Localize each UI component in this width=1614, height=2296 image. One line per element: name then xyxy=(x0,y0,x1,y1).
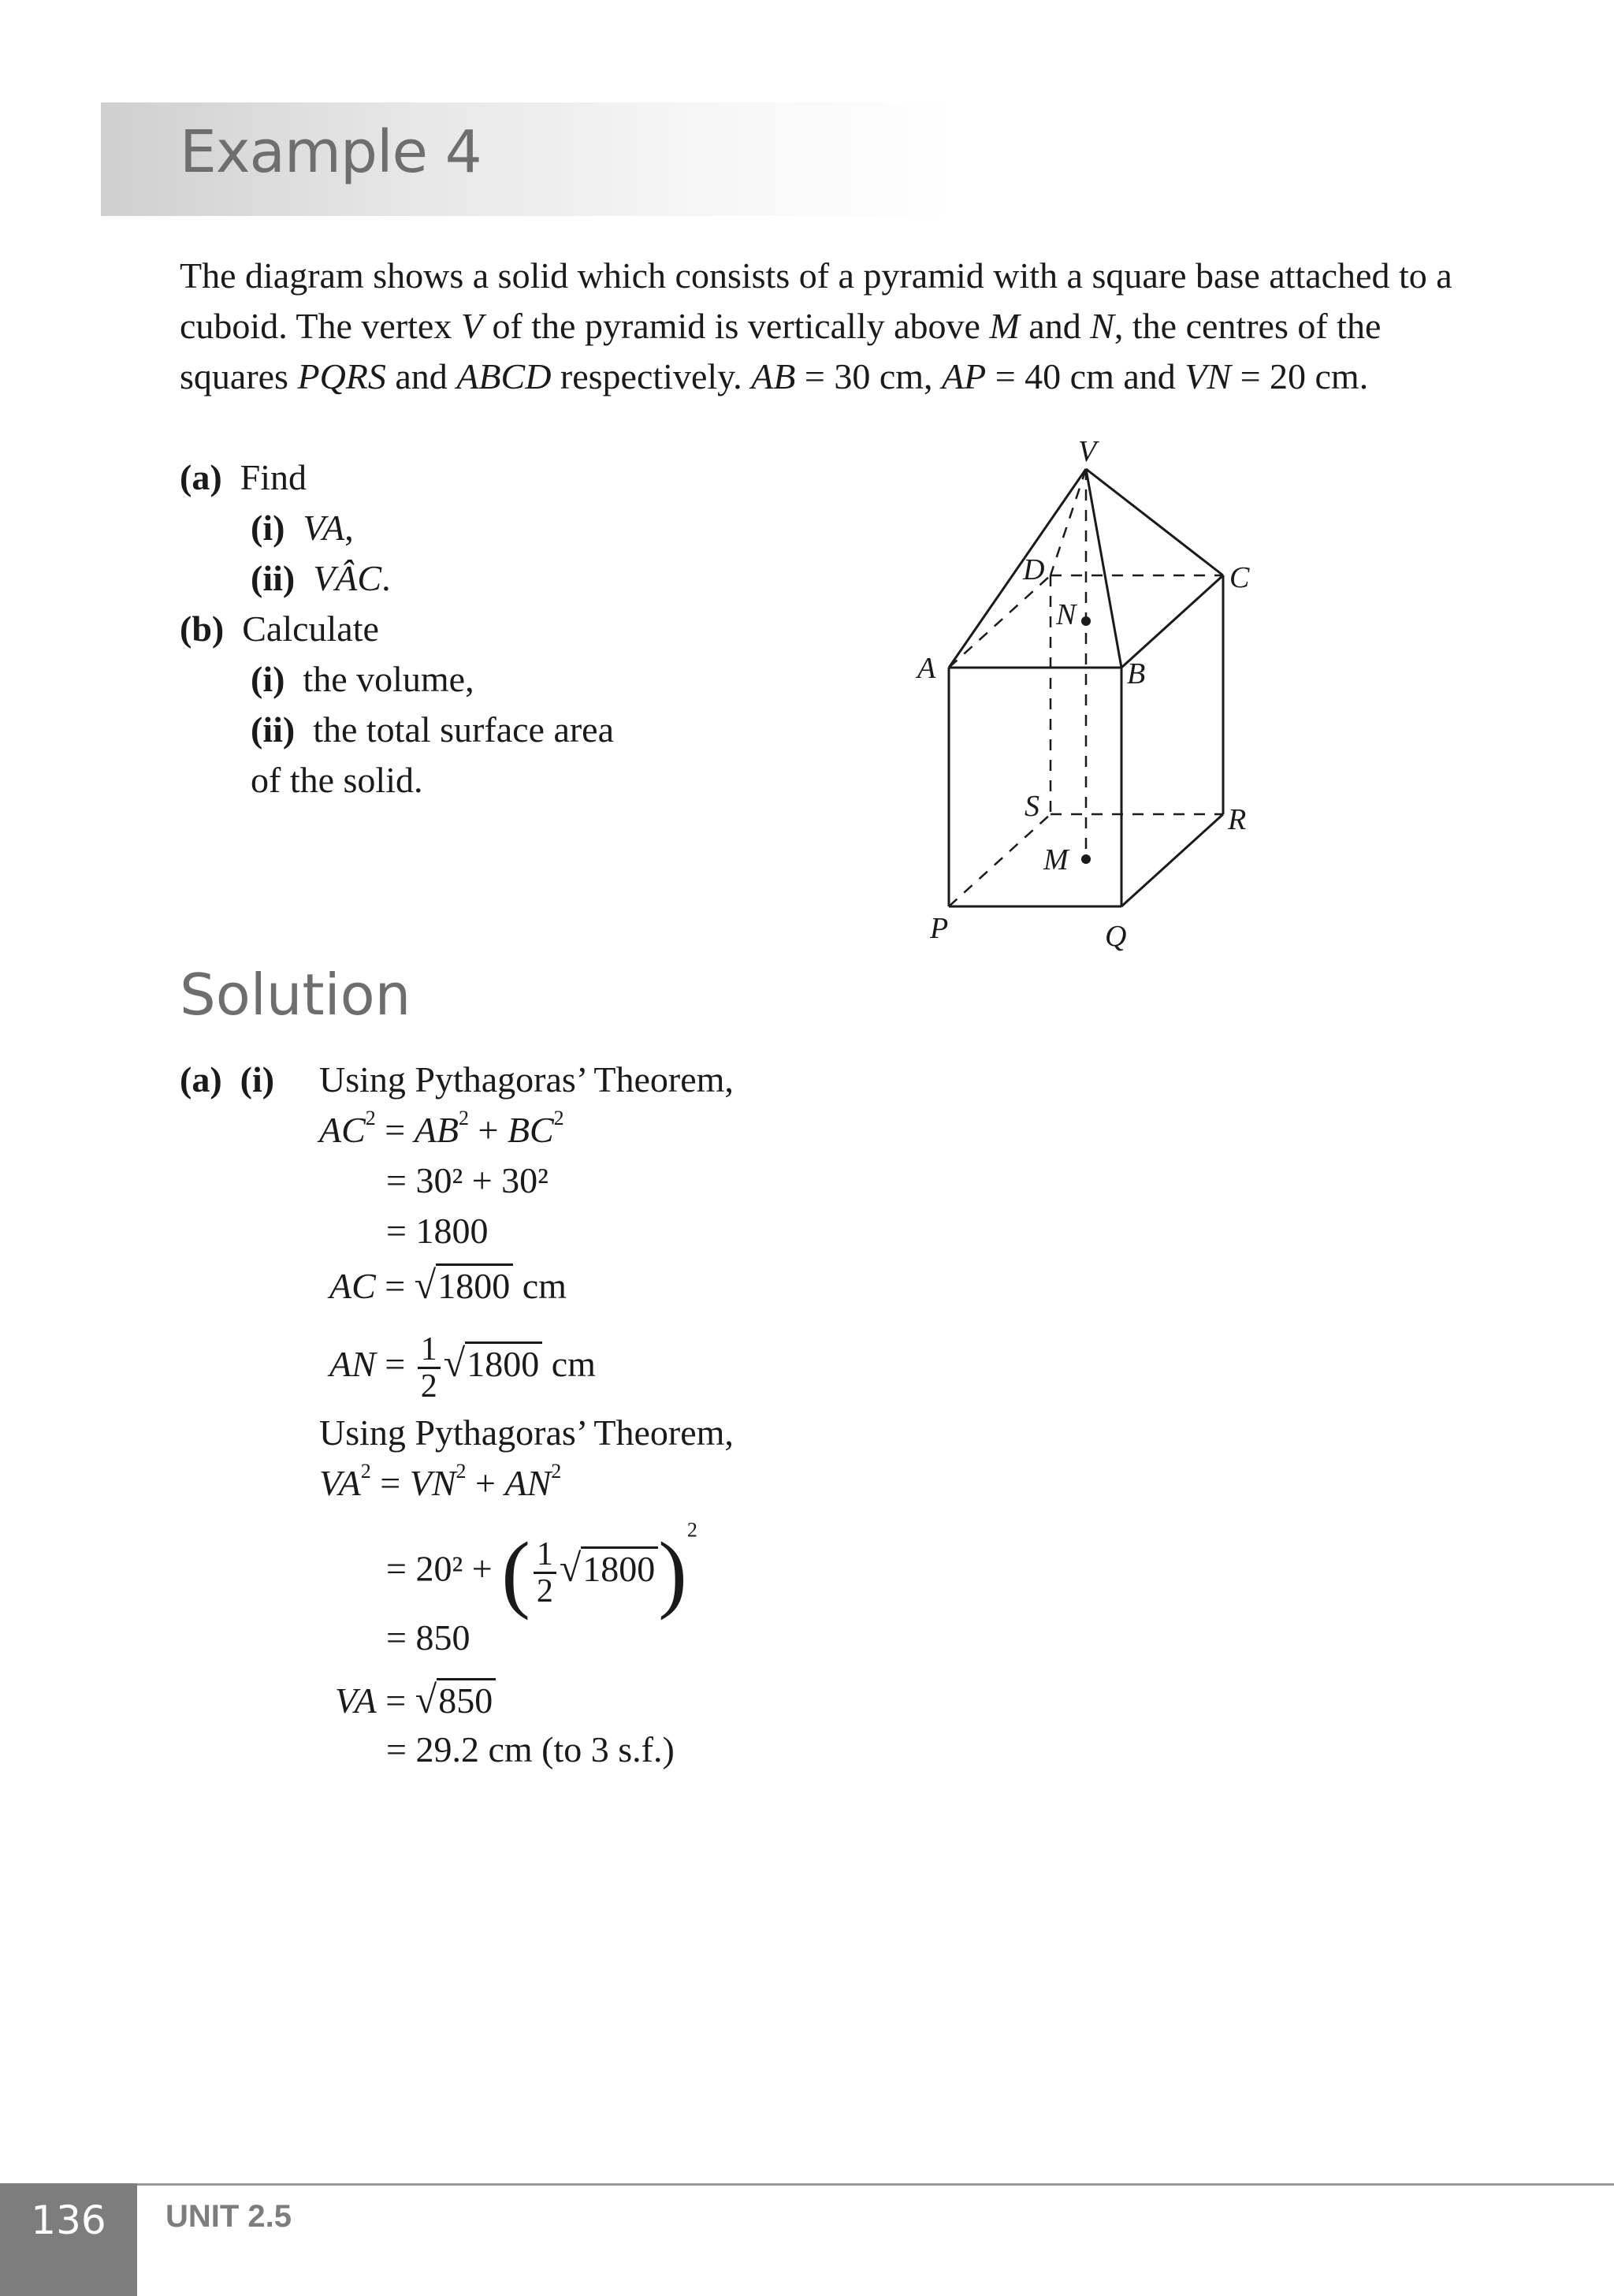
example-title: Example 4 xyxy=(180,118,482,186)
edge-AD xyxy=(949,575,1051,668)
label-S: S xyxy=(1025,790,1039,823)
question-a-i: (i) VA, xyxy=(251,508,354,548)
question-b-ii: (ii) the total surface area xyxy=(251,709,615,750)
eq-va-root: VA = √850 xyxy=(335,1676,496,1725)
eq-va-final: = 29.2 cm (to 3 s.f.) xyxy=(386,1729,675,1769)
fraction-half: $\frac{1}{2}$ xyxy=(418,1332,441,1404)
edge-PS xyxy=(949,814,1051,906)
point-M xyxy=(1081,854,1091,864)
edge-VD xyxy=(1051,469,1086,575)
eq-va-step2: = 850 xyxy=(386,1617,470,1658)
label-C: C xyxy=(1229,561,1250,594)
pythagoras-statement-1: Using Pythagoras’ Theorem, xyxy=(319,1059,734,1100)
label-N: N xyxy=(1056,598,1077,631)
eq-an-value: AN = $\frac{1}{2}$ √1800 cm xyxy=(329,1331,596,1405)
page-number: 136 xyxy=(0,2183,137,2296)
question-a-ii: (ii) VÂC. xyxy=(251,558,391,598)
footer-rule xyxy=(0,2183,1614,2186)
question-b-tail: of the solid. xyxy=(251,760,423,800)
label-R: R xyxy=(1228,803,1247,836)
label-Q: Q xyxy=(1105,920,1127,953)
eq-va-step1: = 20² + ( $\frac{1}{2}$ √1800)$^2$ xyxy=(386,1518,697,1621)
unit-label: UNIT 2.5 xyxy=(165,2199,292,2234)
eq-ac-value: AC = √1800 cm xyxy=(329,1263,567,1307)
edge-QR xyxy=(1121,814,1223,906)
label-B: B xyxy=(1127,657,1146,690)
edge-BC xyxy=(1121,575,1223,668)
edge-VC xyxy=(1086,469,1223,575)
eq-ac-squared: $AC^2 = AB^2 + BC^2$ xyxy=(319,1107,564,1150)
label-P: P xyxy=(930,912,949,945)
question-b-i: (i) the volume, xyxy=(251,659,474,699)
edge-VA xyxy=(949,469,1086,668)
question-a: (a) Find xyxy=(180,457,307,497)
label-D: D xyxy=(1023,553,1045,586)
problem-statement: The diagram shows a solid which consists of a pyramid with a square base attached to a cuboid. The vertex V of the pyramid is vertically above M and N, the centres of the squares PQRS and ABCD respectively. AB = 30 cm, AP = 40 cm and VN = 20 cm. xyxy=(180,255,1452,396)
pythagoras-statement-2: Using Pythagoras’ Theorem, xyxy=(319,1412,734,1453)
question-b: (b) Calculate xyxy=(180,608,379,649)
eq-va-squared: $VA^2 = VN^2 + AN^2$ xyxy=(319,1460,562,1503)
solution-a-i-line1: (a) (i) xyxy=(180,1059,275,1100)
solution-title: Solution xyxy=(180,962,411,1028)
eq-ac-step1: = 30² + 30² xyxy=(386,1160,549,1200)
label-A: A xyxy=(917,652,936,685)
point-N xyxy=(1081,616,1091,626)
pyramid-cuboid-diagram xyxy=(898,437,1340,958)
label-V: V xyxy=(1078,437,1097,468)
eq-ac-step2: = 1800 xyxy=(386,1211,489,1251)
edge-VB xyxy=(1086,469,1121,668)
label-M: M xyxy=(1043,843,1069,876)
